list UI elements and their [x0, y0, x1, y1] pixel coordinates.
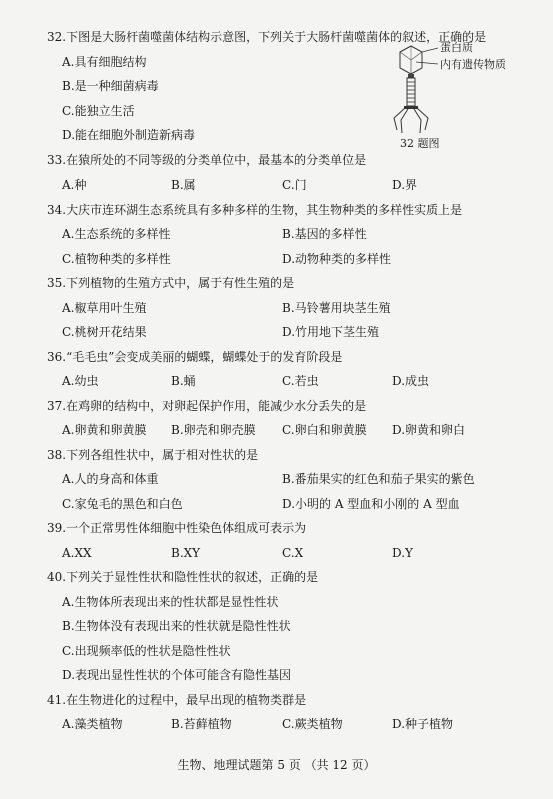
- page-footer: 生物、地理试题第 5 页 （共 12 页）: [177, 758, 376, 772]
- question-37-option-d: D.卵黄和卵白: [392, 423, 466, 437]
- question-40-option-d: D.表现出显性性状的个体可能含有隐性基因: [62, 668, 292, 682]
- bacteriophage-figure: [380, 38, 530, 153]
- question-38-option-b: B.番茄果实的红色和茄子果实的紫色: [282, 472, 475, 486]
- question-41-option-d: D.种子植物: [392, 717, 454, 731]
- question-39-option-d: D.Y: [392, 546, 413, 560]
- question-40-option-a: A.生物体所表现出来的性状都是显性性状: [62, 595, 279, 609]
- question-34-option-b: B.基因的多样性: [282, 227, 367, 241]
- question-41-option-c: C.蕨类植物: [282, 717, 343, 731]
- question-40-option-c: C.出现频率低的性状是隐性性状: [62, 644, 231, 658]
- question-33-option-d: D.界: [392, 178, 418, 192]
- figure-caption: 32 题图: [400, 137, 440, 150]
- question-35-option-b: B.马铃薯用块茎生殖: [282, 301, 391, 315]
- question-34-option-c: C.植物种类的多样性: [62, 252, 171, 266]
- question-41-option-b: B.苔藓植物: [171, 717, 232, 731]
- question-33-option-c: C.门: [282, 178, 307, 192]
- question-32-option-b: B.是一种细菌病毒: [62, 79, 159, 93]
- question-40-stem: 40.下列关于显性性状和隐性性状的叙述，正确的是: [47, 570, 319, 584]
- question-41-stem: 41.在生物进化的过程中，最早出现的植物类群是: [47, 693, 307, 707]
- question-37-option-b: B.卵壳和卵壳膜: [171, 423, 256, 437]
- question-36-option-a: A.幼虫: [62, 374, 99, 388]
- question-36-option-c: C.若虫: [282, 374, 319, 388]
- question-34-option-d: D.动物种类的多样性: [282, 252, 392, 266]
- question-39-option-a: A.XX: [62, 546, 92, 560]
- question-36-stem: 36.“毛毛虫”会变成美丽的蝴蝶，蝴蝶处于的发育阶段是: [47, 350, 343, 364]
- question-35-option-d: D.竹用地下茎生殖: [282, 325, 380, 339]
- question-38-option-a: A.人的身高和体重: [62, 472, 159, 486]
- question-37-option-a: A.卵黄和卵黄膜: [62, 423, 147, 437]
- question-34-option-a: A.生态系统的多样性: [62, 227, 171, 241]
- question-34-stem: 34.大庆市连环湖生态系统具有多种多样的生物，其生物种类的多样性实质上是: [47, 203, 463, 217]
- label-protein: 蛋白质: [440, 41, 473, 54]
- bacteriophage-diagram: [380, 38, 530, 153]
- question-41-option-a: A.藻类植物: [62, 717, 123, 731]
- question-38-option-c: C.家兔毛的黑色和白色: [62, 497, 183, 511]
- question-36-option-b: B.蛹: [171, 374, 196, 388]
- question-35-option-a: A.椒草用叶生殖: [62, 301, 147, 315]
- question-39-option-b: B.XY: [171, 546, 201, 560]
- question-35-option-c: C.桃树开花结果: [62, 325, 147, 339]
- question-40-option-b: B.生物体没有表现出来的性状就是隐性性状: [62, 619, 291, 633]
- question-32-stem: 32.下图是大肠杆菌噬菌体结构示意图，下列关于大肠杆菌噬菌体的叙述，正确的是: [47, 30, 487, 44]
- question-33-option-b: B.属: [171, 178, 196, 192]
- question-32-option-a: A.具有细胞结构: [62, 55, 147, 69]
- question-36-option-d: D.成虫: [392, 374, 430, 388]
- question-33-option-a: A.种: [62, 178, 87, 192]
- question-38-option-d: D.小明的 A 型血和小刚的 A 型血: [282, 497, 460, 511]
- question-39-option-c: C.X: [282, 546, 304, 560]
- question-32-option-d: D.能在细胞外制造新病毒: [62, 128, 196, 142]
- question-38-stem: 38.下列各组性状中，属于相对性状的是: [47, 448, 259, 462]
- question-32-option-c: C.能独立生活: [62, 104, 135, 118]
- question-35-stem: 35.下列植物的生殖方式中，属于有性生殖的是: [47, 276, 295, 290]
- question-39-stem: 39.一个正常男性体细胞中性染色体组成可表示为: [47, 521, 307, 535]
- label-genetic-material: 内有遗传物质: [440, 58, 506, 71]
- question-33-stem: 33.在猿所处的不同等级的分类单位中，最基本的分类单位是: [47, 153, 367, 167]
- question-37-stem: 37.在鸡卵的结构中，对卵起保护作用，能减少水分丢失的是: [47, 399, 367, 413]
- question-37-option-c: C.卵白和卵黄膜: [282, 423, 367, 437]
